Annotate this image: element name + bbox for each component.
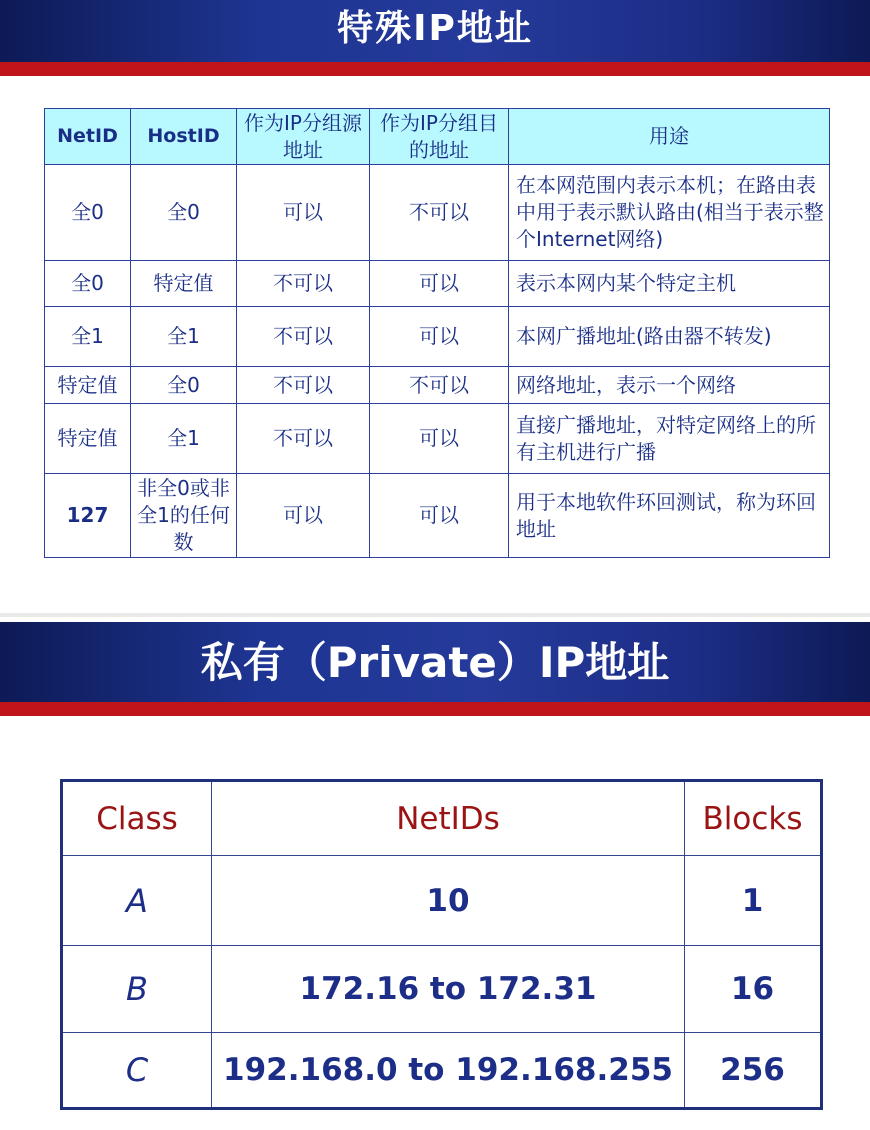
section1-red-bar (0, 62, 870, 76)
section2-red-bar (0, 702, 870, 716)
table-row (45, 165, 830, 261)
cell-class: C (62, 1033, 212, 1109)
cell-hostid: 非全0或非全1的任何数 (131, 474, 237, 558)
cell-class: B (62, 946, 212, 1033)
cell-usage: 直接广播地址，对特定网络上的所有主机进行广播 (509, 404, 830, 474)
cell-usage: 网络地址，表示一个网络 (509, 367, 830, 404)
cell-usage: 表示本网内某个特定主机 (509, 261, 830, 307)
cell-netids: 10 (212, 856, 685, 946)
cell-destination: 可以 (370, 474, 509, 558)
table-row (45, 367, 830, 404)
cell-netid: 特定值 (45, 404, 131, 474)
cell-source: 可以 (237, 165, 370, 261)
col-header-usage: 用途 (509, 109, 830, 165)
cell-netids: 192.168.0 to 192.168.255 (212, 1033, 685, 1109)
cell-netid: 全0 (45, 165, 131, 261)
cell-blocks: 16 (685, 946, 822, 1033)
table-row (45, 474, 830, 558)
cell-destination: 可以 (370, 261, 509, 307)
cell-destination: 可以 (370, 404, 509, 474)
cell-hostid: 全1 (131, 404, 237, 474)
cell-destination: 不可以 (370, 367, 509, 404)
cell-hostid: 特定值 (131, 261, 237, 307)
cell-source: 可以 (237, 474, 370, 558)
cell-netid: 全0 (45, 261, 131, 307)
cell-netid: 特定值 (45, 367, 131, 404)
cell-hostid: 全0 (131, 367, 237, 404)
col-header-netid: NetID (45, 109, 131, 165)
table-header-row (62, 781, 822, 856)
special-ip-table (44, 108, 830, 558)
cell-hostid: 全0 (131, 165, 237, 261)
col-header-netids: NetIDs (212, 781, 685, 856)
col-header-as-destination: 作为IP分组目的地址 (370, 109, 509, 165)
col-header-as-source: 作为IP分组源地址 (237, 109, 370, 165)
table-header-row (45, 109, 830, 165)
col-header-hostid: HostID (131, 109, 237, 165)
section2-title: 私有（Private）IP地址 (200, 638, 670, 687)
cell-usage: 本网广播地址(路由器不转发) (509, 307, 830, 367)
cell-blocks: 256 (685, 1033, 822, 1109)
cell-class: A (62, 856, 212, 946)
cell-usage: 用于本地软件环回测试，称为环回地址 (509, 474, 830, 558)
cell-blocks: 1 (685, 856, 822, 946)
cell-netid: 全1 (45, 307, 131, 367)
table-row (45, 261, 830, 307)
cell-source: 不可以 (237, 404, 370, 474)
cell-usage: 在本网范围内表示本机；在路由表中用于表示默认路由(相当于表示整个Internet网络) (509, 165, 830, 261)
table-row (62, 1033, 822, 1109)
cell-destination: 不可以 (370, 165, 509, 261)
table-row (45, 404, 830, 474)
cell-netids: 172.16 to 172.31 (212, 946, 685, 1033)
section1-title: 特殊IP地址 (337, 8, 533, 49)
table-row (45, 307, 830, 367)
cell-netid: 127 (45, 474, 131, 558)
section-divider (0, 613, 870, 617)
col-header-class: Class (62, 781, 212, 856)
cell-destination: 可以 (370, 307, 509, 367)
cell-source: 不可以 (237, 307, 370, 367)
table-row (62, 946, 822, 1033)
table-row (62, 856, 822, 946)
cell-hostid: 全1 (131, 307, 237, 367)
cell-source: 不可以 (237, 261, 370, 307)
cell-source: 不可以 (237, 367, 370, 404)
private-ip-table (60, 779, 823, 1110)
col-header-blocks: Blocks (685, 781, 822, 856)
